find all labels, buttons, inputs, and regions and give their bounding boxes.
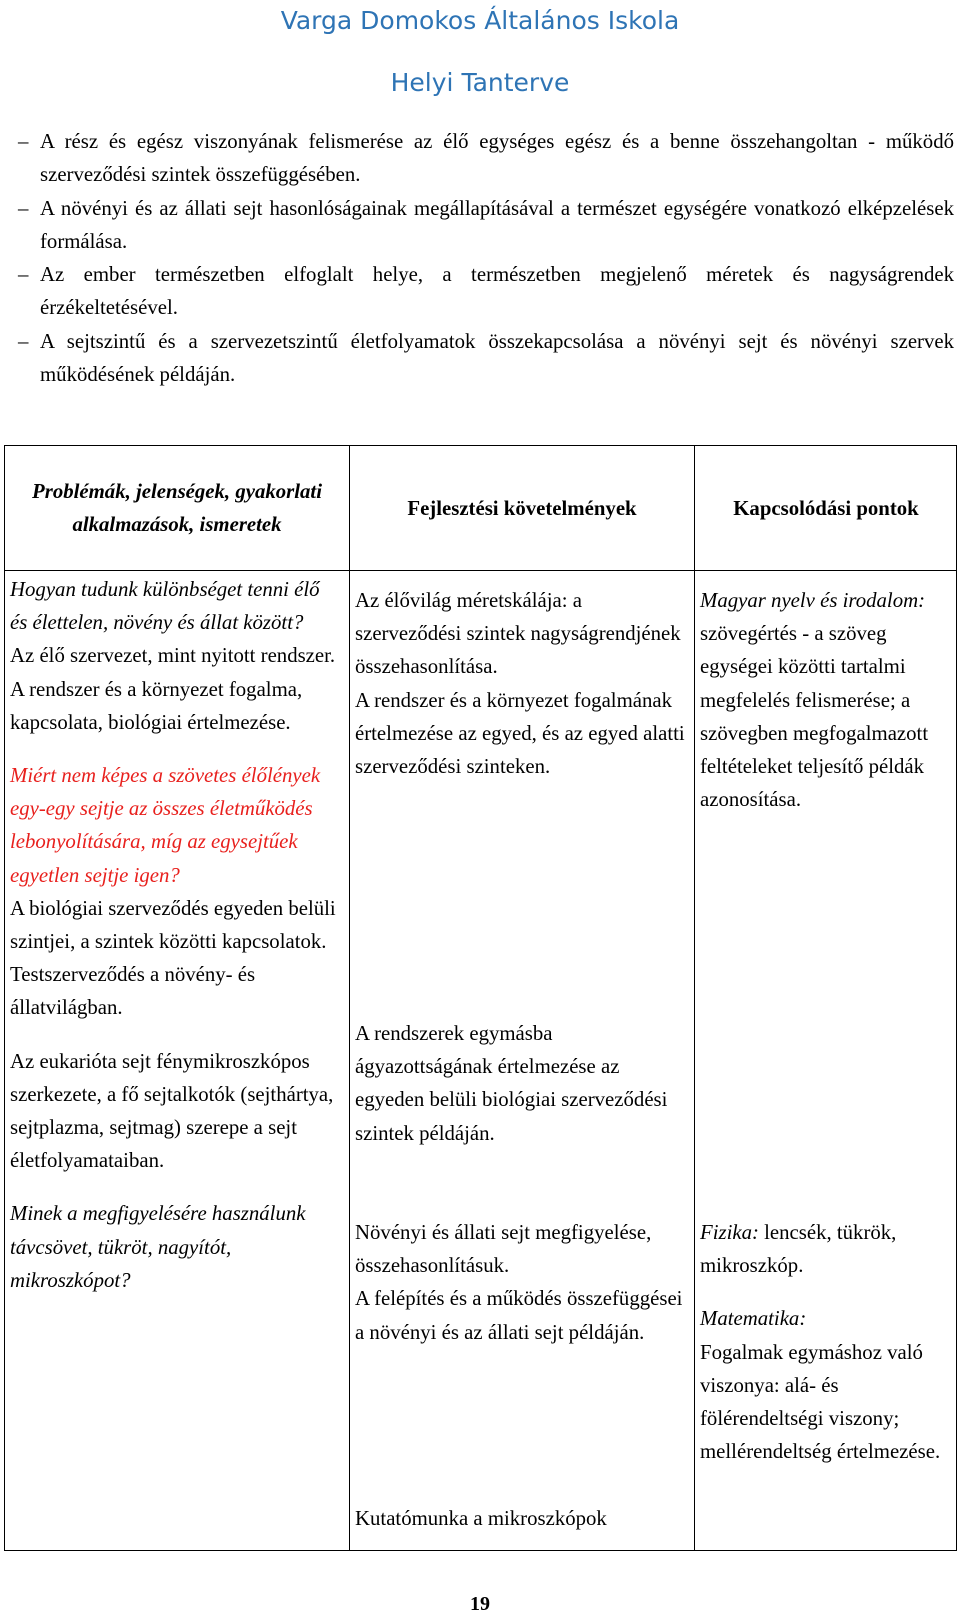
connection-detail: lencsék, tükrök, mikroszkóp. xyxy=(700,1221,897,1278)
goal-list xyxy=(18,125,954,391)
highlighted-question: Miért nem képes a szövetes élőlények egy-egy sejtje az összes életműködés lebonyolítására, míg az egysejtűek egyetlen sejtje igen? xyxy=(10,764,321,887)
goal-text: Az ember természetben elfoglalt helye, a természetben megjelenő méretek és nagyságrendek érzékeltetésével. xyxy=(40,263,954,320)
subject-name: Matematika: xyxy=(700,1307,807,1331)
topic-text: A rendszer és a környezet fogalma, kapcsolata, biológiai értelmezése. xyxy=(10,677,303,734)
dash-bullet: – xyxy=(18,196,29,220)
requirements-cell xyxy=(355,1216,687,1349)
requirements-cell xyxy=(355,1017,687,1150)
requirements-cell xyxy=(355,1502,687,1535)
topic-text: Testszerveződés a növény- és állatvilágban. xyxy=(10,963,256,1020)
connection-detail: Fogalmak egymáshoz való viszonya: alá- és fölérendeltségi viszony; mellérendeltség értelmezése. xyxy=(700,1340,941,1464)
document-subtitle: Helyi Tanterve xyxy=(390,68,570,97)
dash-bullet: – xyxy=(18,263,29,287)
requirement-text: Kutatómunka a mikroszkópok xyxy=(355,1507,607,1530)
goal-item xyxy=(18,325,954,392)
requirement-text: A rendszerek egymásba ágyazottságának értelmezése az egyeden belüli biológiai szerveződési szintek példáján. xyxy=(355,1022,668,1145)
header-connections: Kapcsolódási pontok xyxy=(733,496,919,520)
goal-text: A növényi és az állati sejt hasonlóságainak megállapításával a természet egységére vonatkozó elképzelések formálása. xyxy=(40,196,954,253)
header-divider xyxy=(5,570,956,571)
connection-detail: szövegértés - a szöveg egységei közötti tartalmi megfelelés felismerése; a szövegben megfogalmazott feltételeket teljesítő példák azonosítása. xyxy=(700,622,929,812)
topic-text: Az élő szervezet, mint nyitott rendszer. xyxy=(10,644,336,668)
problems-cell xyxy=(10,573,342,1297)
goal-text: A rész és egész viszonyának felismerése az élő egységes egész és a benne összehangoltan - működő szerveződési szintek összefüggésében. xyxy=(40,130,954,187)
column-divider xyxy=(694,446,695,1550)
connections-cell xyxy=(700,584,952,816)
header-requirements: Fejlesztési követelmények xyxy=(407,496,637,520)
goal-text: A sejtszintű és a szervezetszintű életfolyamatok összekapcsolása a növényi sejt és növényi szervek működésének példáján. xyxy=(40,329,954,387)
subject-name: Fizika: xyxy=(700,1221,759,1244)
header-problems: Problémák, jelenségek, gyakorlati alkalmazások, ismeretek xyxy=(32,480,322,536)
topic-text: A biológiai szerveződés egyeden belüli szintjei, a szintek közötti kapcsolatok. xyxy=(10,896,336,954)
requirement-text: Növényi és állati sejt megfigyelése, összehasonlításuk. xyxy=(355,1221,652,1278)
school-name: Varga Domokos Általános Iskola xyxy=(280,6,680,35)
requirement-text: Az élővilág méretskálája: a szerveződési szintek nagyságrendjének összehasonlítása. xyxy=(355,589,681,679)
goal-item xyxy=(18,258,954,325)
subject-name: Magyar nyelv és irodalom: xyxy=(700,589,926,612)
goal-item xyxy=(18,192,954,259)
requirement-text: A felépítés és a működés összefüggései a növényi és az állati sejt példáján. xyxy=(355,1287,683,1344)
question-text: Hogyan tudunk különbséget tenni élő és élettelen, növény és állat között? xyxy=(10,578,320,635)
topic-text: Az eukarióta sejt fénymikroszkópos szerkezete, a fő sejtalkotók (sejthártya, sejtplazma, sejtmag) szerepe a sejt életfolyamataiban. xyxy=(10,1049,334,1173)
requirements-cell xyxy=(355,584,687,783)
requirement-text: A rendszer és a környezet fogalmának értelmezése az egyed, és az egyed alatti szerveződési szinteken. xyxy=(355,688,685,779)
connection-text xyxy=(700,584,952,816)
page-number: 19 xyxy=(470,1593,490,1615)
column-divider xyxy=(349,446,350,1550)
dash-bullet: – xyxy=(18,130,29,153)
goal-item xyxy=(18,125,954,192)
connections-cell xyxy=(700,1216,952,1468)
dash-bullet: – xyxy=(18,329,29,353)
connection-text xyxy=(700,1216,952,1282)
question-text: Minek a megfigyelésére használunk távcsövet, tükröt, nagyítót, mikroszkópot? xyxy=(10,1202,306,1292)
curriculum-table xyxy=(4,445,957,1551)
